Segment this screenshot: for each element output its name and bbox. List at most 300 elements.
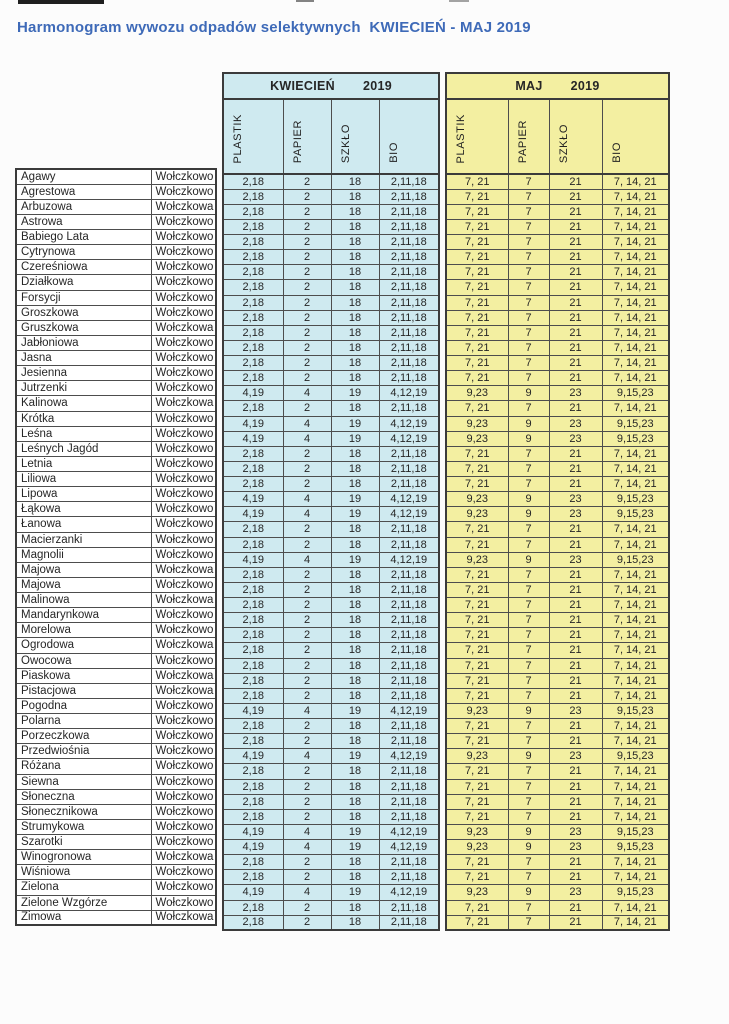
may-plastik-cell: 9,23	[446, 507, 508, 522]
april-plastik-cell: 2,18	[223, 794, 283, 809]
april-papier-cell: 4	[283, 885, 331, 900]
street-name-cell: Ogrodowa	[16, 638, 151, 653]
may-bio-cell: 7, 14, 21	[602, 250, 669, 265]
april-month-header-cell	[223, 73, 439, 99]
may-papier-cell: 7	[508, 219, 549, 234]
street-row	[16, 714, 216, 729]
april-bio-cell: 2,11,18	[379, 477, 439, 492]
april-szklo-cell: 19	[331, 552, 379, 567]
street-name-cell: Szarotki	[16, 835, 151, 850]
street-row	[16, 260, 216, 275]
april-szklo-cell: 18	[331, 325, 379, 340]
may-szklo-cell: 21	[549, 537, 602, 552]
april-schedule-row	[223, 250, 439, 265]
locality-cell: Wołczkowo	[151, 608, 216, 623]
april-papier-cell: 2	[283, 567, 331, 582]
april-szklo-cell: 18	[331, 915, 379, 930]
may-szklo-cell: 21	[549, 371, 602, 386]
may-papier-cell: 7	[508, 310, 549, 325]
may-szklo-cell: 21	[549, 325, 602, 340]
may-plastik-cell: 7, 21	[446, 537, 508, 552]
april-plastik-cell: 2,18	[223, 477, 283, 492]
may-plastik-cell: 7, 21	[446, 673, 508, 688]
locality-cell: Wołczkowo	[151, 230, 216, 245]
street-row	[16, 850, 216, 865]
april-bio-cell: 4,12,19	[379, 824, 439, 839]
may-plastik-cell: 7, 21	[446, 779, 508, 794]
may-plastik-cell: 7, 21	[446, 310, 508, 325]
street-row	[16, 456, 216, 471]
april-plastik-cell: 2,18	[223, 764, 283, 779]
locality-cell: Wołczkowa	[151, 199, 216, 214]
street-name-cell: Astrowa	[16, 214, 151, 229]
may-papier-cell: 7	[508, 461, 549, 476]
april-szklo-cell: 18	[331, 310, 379, 325]
may-schedule-row	[446, 461, 669, 476]
april-schedule-row	[223, 189, 439, 204]
may-szklo-cell: 21	[549, 643, 602, 658]
april-szklo-cell: 18	[331, 658, 379, 673]
april-szklo-cell: 18	[331, 764, 379, 779]
may-szklo-cell: 21	[549, 235, 602, 250]
may-bio-cell: 7, 14, 21	[602, 582, 669, 597]
street-name-cell: Majowa	[16, 562, 151, 577]
april-szklo-cell: 18	[331, 295, 379, 310]
may-szklo-cell: 21	[549, 461, 602, 476]
april-plastik-cell: 4,19	[223, 416, 283, 431]
may-plastik-cell: 7, 21	[446, 613, 508, 628]
may-plastik-cell: 7, 21	[446, 734, 508, 749]
may-bio-cell: 7, 14, 21	[602, 870, 669, 885]
april-papier-cell: 2	[283, 734, 331, 749]
april-schedule-row	[223, 749, 439, 764]
may-schedule-row	[446, 280, 669, 295]
streets-table	[15, 168, 217, 926]
april-papier-cell: 2	[283, 809, 331, 824]
april-schedule-row	[223, 235, 439, 250]
locality-cell: Wołczkowo	[151, 441, 216, 456]
street-row	[16, 865, 216, 880]
locality-cell: Wołczkowo	[151, 290, 216, 305]
april-papier-cell: 2	[283, 613, 331, 628]
may-schedule-row	[446, 340, 669, 355]
april-szklo-cell: 18	[331, 598, 379, 613]
april-schedule-row	[223, 507, 439, 522]
street-name-cell: Malinowa	[16, 593, 151, 608]
april-papier-cell: 4	[283, 824, 331, 839]
may-schedule-row	[446, 673, 669, 688]
street-name-cell: Kalinowa	[16, 396, 151, 411]
may-bio-cell: 7, 14, 21	[602, 764, 669, 779]
may-plastik-cell: 7, 21	[446, 688, 508, 703]
april-papier-cell: 2	[283, 598, 331, 613]
may-schedule-row	[446, 703, 669, 718]
street-name-cell: Majowa	[16, 577, 151, 592]
locality-cell: Wołczkowo	[151, 714, 216, 729]
april-plastik-cell: 2,18	[223, 174, 283, 189]
april-plastik-cell: 4,19	[223, 885, 283, 900]
may-papier-cell: 7	[508, 915, 549, 930]
may-plastik-cell: 7, 21	[446, 280, 508, 295]
scan-artifact-bar	[449, 0, 469, 2]
april-plastik-cell: 4,19	[223, 507, 283, 522]
april-bio-cell: 2,11,18	[379, 598, 439, 613]
street-row	[16, 275, 216, 290]
april-papier-cell: 4	[283, 507, 331, 522]
april-bio-cell: 2,11,18	[379, 915, 439, 930]
april-szklo-cell: 18	[331, 477, 379, 492]
april-bio-cell: 2,11,18	[379, 522, 439, 537]
street-name-cell: Owocowa	[16, 653, 151, 668]
april-szklo-cell: 18	[331, 870, 379, 885]
may-szklo-cell: 21	[549, 401, 602, 416]
april-bio-cell: 2,11,18	[379, 401, 439, 416]
may-schedule-row	[446, 613, 669, 628]
april-table-header	[223, 73, 439, 174]
locality-cell: Wołczkowa	[151, 638, 216, 653]
may-bio-cell: 7, 14, 21	[602, 537, 669, 552]
april-schedule-row	[223, 446, 439, 461]
may-szklo-cell: 23	[549, 431, 602, 446]
april-plastik-cell: 2,18	[223, 356, 283, 371]
street-row	[16, 502, 216, 517]
may-schedule-row	[446, 719, 669, 734]
may-plastik-cell: 9,23	[446, 840, 508, 855]
april-schedule-row	[223, 582, 439, 597]
april-papier-cell: 2	[283, 235, 331, 250]
may-schedule-row	[446, 371, 669, 386]
may-papier-cell: 7	[508, 794, 549, 809]
may-bio-cell: 9,15,23	[602, 703, 669, 718]
april-bio-cell: 4,12,19	[379, 749, 439, 764]
april-bio-cell: 4,12,19	[379, 840, 439, 855]
street-row	[16, 426, 216, 441]
street-row	[16, 214, 216, 229]
street-row	[16, 517, 216, 532]
april-papier-cell: 2	[283, 855, 331, 870]
street-row	[16, 577, 216, 592]
street-name-cell: Siewna	[16, 774, 151, 789]
street-row	[16, 472, 216, 487]
street-name-cell: Winogronowa	[16, 850, 151, 865]
april-waste-header-row	[223, 99, 439, 174]
street-row	[16, 396, 216, 411]
may-bio-cell: 7, 14, 21	[602, 446, 669, 461]
april-schedule-row	[223, 492, 439, 507]
april-papier-cell: 2	[283, 522, 331, 537]
may-szklo-header-cell	[549, 99, 602, 174]
april-plastik-cell: 2,18	[223, 719, 283, 734]
may-bio-cell: 7, 14, 21	[602, 719, 669, 734]
april-bio-cell: 2,11,18	[379, 870, 439, 885]
street-row	[16, 729, 216, 744]
plastik-column-label: PLASTIK	[455, 113, 467, 163]
april-papier-cell: 2	[283, 340, 331, 355]
april-schedule-row	[223, 764, 439, 779]
april-szklo-cell: 18	[331, 522, 379, 537]
may-plastik-cell: 9,23	[446, 824, 508, 839]
street-name-cell: Gruszkowa	[16, 320, 151, 335]
scan-artifact-bar	[18, 0, 104, 4]
april-plastik-cell: 2,18	[223, 189, 283, 204]
april-plastik-cell: 2,18	[223, 915, 283, 930]
april-schedule-row	[223, 325, 439, 340]
may-szklo-cell: 21	[549, 915, 602, 930]
april-plastik-cell: 2,18	[223, 628, 283, 643]
april-schedule-row	[223, 915, 439, 930]
april-schedule-row	[223, 310, 439, 325]
locality-cell: Wołczkowo	[151, 653, 216, 668]
may-schedule-row	[446, 870, 669, 885]
may-schedule-row	[446, 431, 669, 446]
april-plastik-cell: 2,18	[223, 900, 283, 915]
may-szklo-cell: 21	[549, 598, 602, 613]
may-schedule-row	[446, 688, 669, 703]
street-name-cell: Łąkowa	[16, 502, 151, 517]
street-row	[16, 638, 216, 653]
street-name-cell: Działkowa	[16, 275, 151, 290]
may-schedule-row	[446, 900, 669, 915]
april-plastik-cell: 2,18	[223, 340, 283, 355]
street-name-cell: Słonecznikowa	[16, 804, 151, 819]
april-plastik-cell: 2,18	[223, 295, 283, 310]
may-bio-cell: 7, 14, 21	[602, 295, 669, 310]
april-plastik-cell: 4,19	[223, 431, 283, 446]
street-name-cell: Magnolii	[16, 547, 151, 562]
april-papier-cell: 4	[283, 386, 331, 401]
may-szklo-cell: 21	[549, 794, 602, 809]
may-bio-cell: 9,15,23	[602, 552, 669, 567]
may-szklo-cell: 21	[549, 265, 602, 280]
papier-column-label: PAPIER	[516, 119, 529, 163]
may-papier-cell: 7	[508, 855, 549, 870]
may-plastik-cell: 7, 21	[446, 870, 508, 885]
april-bio-cell: 4,12,19	[379, 431, 439, 446]
street-row	[16, 668, 216, 683]
may-papier-cell: 7	[508, 582, 549, 597]
street-row	[16, 320, 216, 335]
april-szklo-cell: 18	[331, 719, 379, 734]
may-plastik-cell: 7, 21	[446, 174, 508, 189]
april-szklo-cell: 18	[331, 371, 379, 386]
locality-cell: Wołczkowo	[151, 472, 216, 487]
street-row	[16, 290, 216, 305]
april-bio-cell: 2,11,18	[379, 628, 439, 643]
april-schedule-row	[223, 870, 439, 885]
may-schedule-row	[446, 598, 669, 613]
may-papier-cell: 7	[508, 643, 549, 658]
street-name-cell: Łanowa	[16, 517, 151, 532]
may-papier-cell: 7	[508, 371, 549, 386]
locality-cell: Wołczkowo	[151, 275, 216, 290]
april-szklo-cell: 18	[331, 643, 379, 658]
street-name-cell: Letnia	[16, 456, 151, 471]
april-plastik-cell: 2,18	[223, 401, 283, 416]
april-papier-cell: 2	[283, 310, 331, 325]
street-name-cell: Zimowa	[16, 910, 151, 925]
locality-cell: Wołczkowo	[151, 487, 216, 502]
may-papier-cell: 7	[508, 295, 549, 310]
april-papier-cell: 2	[283, 265, 331, 280]
locality-cell: Wołczkowa	[151, 668, 216, 683]
may-bio-cell: 7, 14, 21	[602, 310, 669, 325]
may-papier-cell: 7	[508, 628, 549, 643]
may-papier-cell: 9	[508, 824, 549, 839]
april-schedule-row	[223, 522, 439, 537]
may-szklo-cell: 23	[549, 416, 602, 431]
may-papier-cell: 7	[508, 688, 549, 703]
street-name-cell: Arbuzowa	[16, 199, 151, 214]
april-bio-header-cell	[379, 99, 439, 174]
locality-cell: Wołczkowo	[151, 698, 216, 713]
may-bio-cell: 9,15,23	[602, 824, 669, 839]
may-papier-cell: 7	[508, 189, 549, 204]
may-schedule-row	[446, 507, 669, 522]
may-schedule-row	[446, 235, 669, 250]
may-bio-cell: 7, 14, 21	[602, 598, 669, 613]
may-papier-cell: 7	[508, 401, 549, 416]
locality-cell: Wołczkowa	[151, 850, 216, 865]
may-schedule-row	[446, 386, 669, 401]
street-row	[16, 698, 216, 713]
april-szklo-cell: 18	[331, 265, 379, 280]
april-szklo-cell: 18	[331, 900, 379, 915]
street-row	[16, 759, 216, 774]
april-papier-cell: 2	[283, 325, 331, 340]
may-bio-cell: 9,15,23	[602, 749, 669, 764]
street-name-cell: Agrestowa	[16, 184, 151, 199]
may-plastik-cell: 7, 21	[446, 567, 508, 582]
street-name-cell: Jutrzenki	[16, 381, 151, 396]
april-schedule-row	[223, 658, 439, 673]
locality-cell: Wołczkowo	[151, 759, 216, 774]
street-name-cell: Jasna	[16, 351, 151, 366]
april-plastik-cell: 2,18	[223, 371, 283, 386]
april-papier-cell: 2	[283, 688, 331, 703]
april-schedule-row	[223, 174, 439, 189]
april-bio-cell: 2,11,18	[379, 371, 439, 386]
may-schedule-row	[446, 734, 669, 749]
may-schedule-row	[446, 189, 669, 204]
locality-cell: Wołczkowo	[151, 214, 216, 229]
april-schedule-row	[223, 703, 439, 718]
april-szklo-cell: 18	[331, 628, 379, 643]
april-schedule-row	[223, 900, 439, 915]
locality-cell: Wołczkowo	[151, 351, 216, 366]
april-papier-cell: 2	[283, 794, 331, 809]
april-schedule-row	[223, 643, 439, 658]
may-schedule-row	[446, 643, 669, 658]
may-bio-cell: 7, 14, 21	[602, 794, 669, 809]
may-plastik-cell: 9,23	[446, 386, 508, 401]
may-szklo-cell: 21	[549, 734, 602, 749]
april-bio-cell: 2,11,18	[379, 174, 439, 189]
april-schedule-row	[223, 537, 439, 552]
may-bio-cell: 9,15,23	[602, 386, 669, 401]
may-bio-cell: 7, 14, 21	[602, 325, 669, 340]
may-plastik-cell: 9,23	[446, 749, 508, 764]
april-papier-cell: 2	[283, 371, 331, 386]
april-bio-cell: 2,11,18	[379, 537, 439, 552]
april-szklo-cell: 18	[331, 567, 379, 582]
may-bio-cell: 9,15,23	[602, 507, 669, 522]
may-schedule-row	[446, 855, 669, 870]
may-szklo-cell: 23	[549, 386, 602, 401]
may-plastik-cell: 7, 21	[446, 794, 508, 809]
may-szklo-cell: 21	[549, 204, 602, 219]
street-row	[16, 910, 216, 925]
april-papier-cell: 4	[283, 749, 331, 764]
may-schedule-row	[446, 552, 669, 567]
april-szklo-cell: 18	[331, 613, 379, 628]
street-row	[16, 199, 216, 214]
may-schedule-row	[446, 265, 669, 280]
may-plastik-cell: 9,23	[446, 552, 508, 567]
april-plastik-cell: 4,19	[223, 749, 283, 764]
street-row	[16, 351, 216, 366]
locality-cell: Wołczkowo	[151, 169, 216, 184]
street-row	[16, 441, 216, 456]
street-row	[16, 804, 216, 819]
april-papier-cell: 2	[283, 401, 331, 416]
april-schedule-row	[223, 840, 439, 855]
may-schedule-row	[446, 295, 669, 310]
locality-cell: Wołczkowo	[151, 366, 216, 381]
april-papier-cell: 4	[283, 431, 331, 446]
street-name-cell: Macierzanki	[16, 532, 151, 547]
april-schedule-row	[223, 340, 439, 355]
april-plastik-cell: 2,18	[223, 673, 283, 688]
may-bio-cell: 7, 14, 21	[602, 779, 669, 794]
april-papier-cell: 2	[283, 643, 331, 658]
april-bio-cell: 4,12,19	[379, 885, 439, 900]
may-schedule-row	[446, 779, 669, 794]
may-bio-cell: 7, 14, 21	[602, 855, 669, 870]
april-papier-cell: 2	[283, 673, 331, 688]
april-szklo-cell: 19	[331, 824, 379, 839]
april-papier-cell: 4	[283, 552, 331, 567]
may-schedule-row	[446, 628, 669, 643]
april-papier-cell: 2	[283, 295, 331, 310]
april-szklo-cell: 19	[331, 703, 379, 718]
april-papier-cell: 2	[283, 477, 331, 492]
may-plastik-cell: 7, 21	[446, 643, 508, 658]
street-row	[16, 895, 216, 910]
locality-cell: Wołczkowo	[151, 774, 216, 789]
locality-cell: Wołczkowo	[151, 895, 216, 910]
may-schedule-row	[446, 401, 669, 416]
april-bio-cell: 2,11,18	[379, 764, 439, 779]
april-papier-header-cell	[283, 99, 331, 174]
april-plastik-cell: 4,19	[223, 552, 283, 567]
locality-cell: Wołczkowo	[151, 880, 216, 895]
april-table	[222, 72, 440, 931]
may-schedule-row	[446, 567, 669, 582]
april-plastik-cell: 2,18	[223, 809, 283, 824]
april-bio-cell: 2,11,18	[379, 734, 439, 749]
april-bio-cell: 4,12,19	[379, 492, 439, 507]
april-papier-cell: 4	[283, 416, 331, 431]
may-plastik-cell: 7, 21	[446, 522, 508, 537]
may-papier-cell: 7	[508, 235, 549, 250]
street-row	[16, 562, 216, 577]
april-bio-cell: 2,11,18	[379, 673, 439, 688]
street-name-cell: Różana	[16, 759, 151, 774]
street-row	[16, 819, 216, 834]
may-bio-cell: 9,15,23	[602, 840, 669, 855]
locality-cell: Wołczkowo	[151, 744, 216, 759]
may-bio-cell: 7, 14, 21	[602, 219, 669, 234]
